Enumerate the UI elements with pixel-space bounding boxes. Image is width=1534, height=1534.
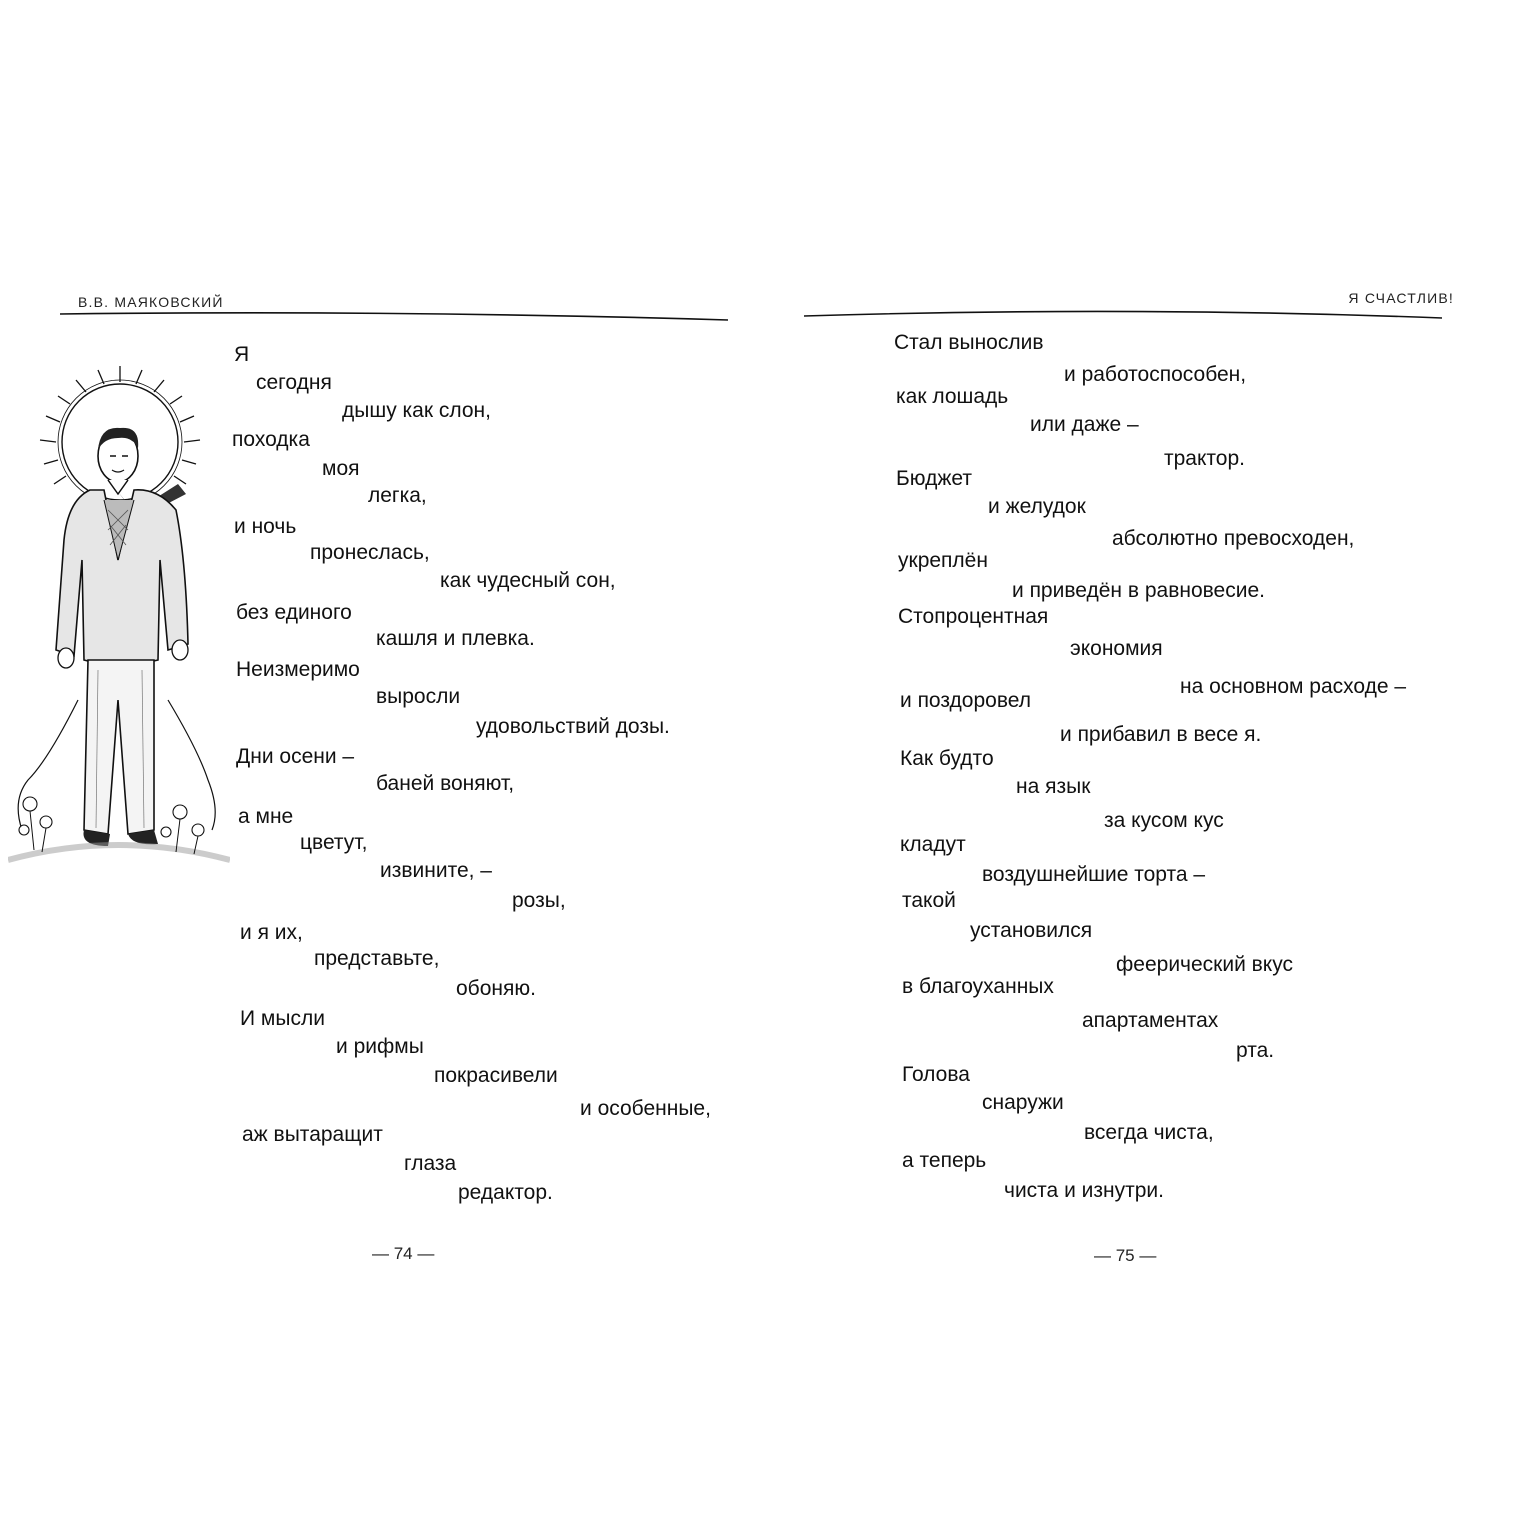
running-head-title: Я СЧАСТЛИВ! [1348, 290, 1454, 306]
verse-line: кладут [900, 833, 966, 856]
verse-line: а теперь [902, 1149, 987, 1172]
man-walking-with-sun-halo-illustration [8, 360, 230, 872]
verse-line: абсолютно превосходен, [1112, 527, 1355, 550]
verse-line: феерический вкус [1116, 953, 1293, 976]
verse-line: и рифмы [336, 1035, 424, 1058]
verse-line: пронеслась, [310, 541, 430, 564]
verse-line: трактор. [1164, 447, 1245, 470]
running-head-author: В.В. МАЯКОВСКИЙ [78, 294, 224, 310]
verse-line: легка, [368, 484, 427, 507]
verse-line: покрасивели [434, 1064, 558, 1087]
verse-line: походка [232, 428, 310, 451]
verse-line: цветут, [300, 831, 368, 854]
verse-line: розы, [512, 889, 566, 912]
verse-line: кашля и плевка. [376, 627, 535, 650]
verse-line: моя [322, 457, 360, 480]
verse-line: редактор. [458, 1181, 553, 1204]
verse-line: Как будто [900, 747, 994, 770]
verse-line: воздушнейшие торта – [982, 863, 1206, 886]
verse-line: чиста и изнутри. [1004, 1179, 1164, 1202]
verse-line: Стал вынослив [894, 331, 1044, 354]
verse-line: и работоспособен, [1064, 363, 1247, 386]
verse-line: рта. [1236, 1039, 1275, 1062]
verse-line: как лошадь [896, 385, 1009, 408]
verse-line: за кусом кус [1104, 809, 1224, 832]
verse-line: глаза [404, 1152, 457, 1175]
verse-line: без единого [236, 601, 352, 624]
verse-line: Я [234, 343, 250, 366]
verse-line: Голова [902, 1063, 970, 1086]
verse-line: удовольствий дозы. [476, 715, 670, 738]
verse-line: установился [970, 919, 1093, 942]
verse-line: Дни осени – [236, 745, 355, 768]
verse-line: баней воняют, [376, 772, 515, 795]
verse-line: обоняю. [456, 977, 536, 1000]
verse-line: Стопроцентная [898, 605, 1049, 628]
verse-line: представьте, [314, 947, 440, 970]
verse-line: и особенные, [580, 1097, 711, 1120]
header-rule [60, 304, 740, 344]
verse-line: И мысли [240, 1007, 325, 1030]
verse-line: выросли [376, 685, 461, 708]
right-page [790, 270, 1470, 1290]
verse-line: в благоуханных [902, 975, 1054, 998]
verse-line: такой [902, 889, 956, 912]
verse-line: на основном расходе – [1180, 675, 1407, 698]
page-number: — 74 — [372, 1244, 435, 1263]
verse-line: и ночь [234, 515, 297, 538]
verse-line: и прибавил в весе я. [1060, 723, 1262, 746]
verse-line: как чудесный сон, [440, 569, 616, 592]
verse-line: или даже – [1030, 413, 1139, 436]
header-rule [790, 298, 1470, 338]
verse-line: Неизмеримо [236, 658, 360, 681]
verse-line: извините, – [380, 859, 492, 882]
verse-line: на язык [1016, 775, 1091, 798]
verse-line: всегда чиста, [1084, 1121, 1214, 1144]
verse-line: Бюджет [896, 467, 972, 490]
verse-line: дышу как слон, [342, 399, 491, 422]
verse-line: и поздоровел [900, 689, 1031, 712]
page-number: — 75 — [1094, 1246, 1157, 1265]
verse-line: а мне [238, 805, 294, 828]
verse-line: и я их, [240, 921, 303, 944]
verse-line: экономия [1070, 637, 1163, 660]
verse-line: укреплён [898, 549, 988, 572]
verse-line: снаружи [982, 1091, 1064, 1114]
verse-line: аж вытаращит [242, 1123, 383, 1146]
verse-line: сегодня [256, 371, 332, 394]
verse-line: и желудок [988, 495, 1086, 518]
verse-line: апартаментах [1082, 1009, 1219, 1032]
verse-line: и приведён в равновесие. [1012, 579, 1265, 602]
